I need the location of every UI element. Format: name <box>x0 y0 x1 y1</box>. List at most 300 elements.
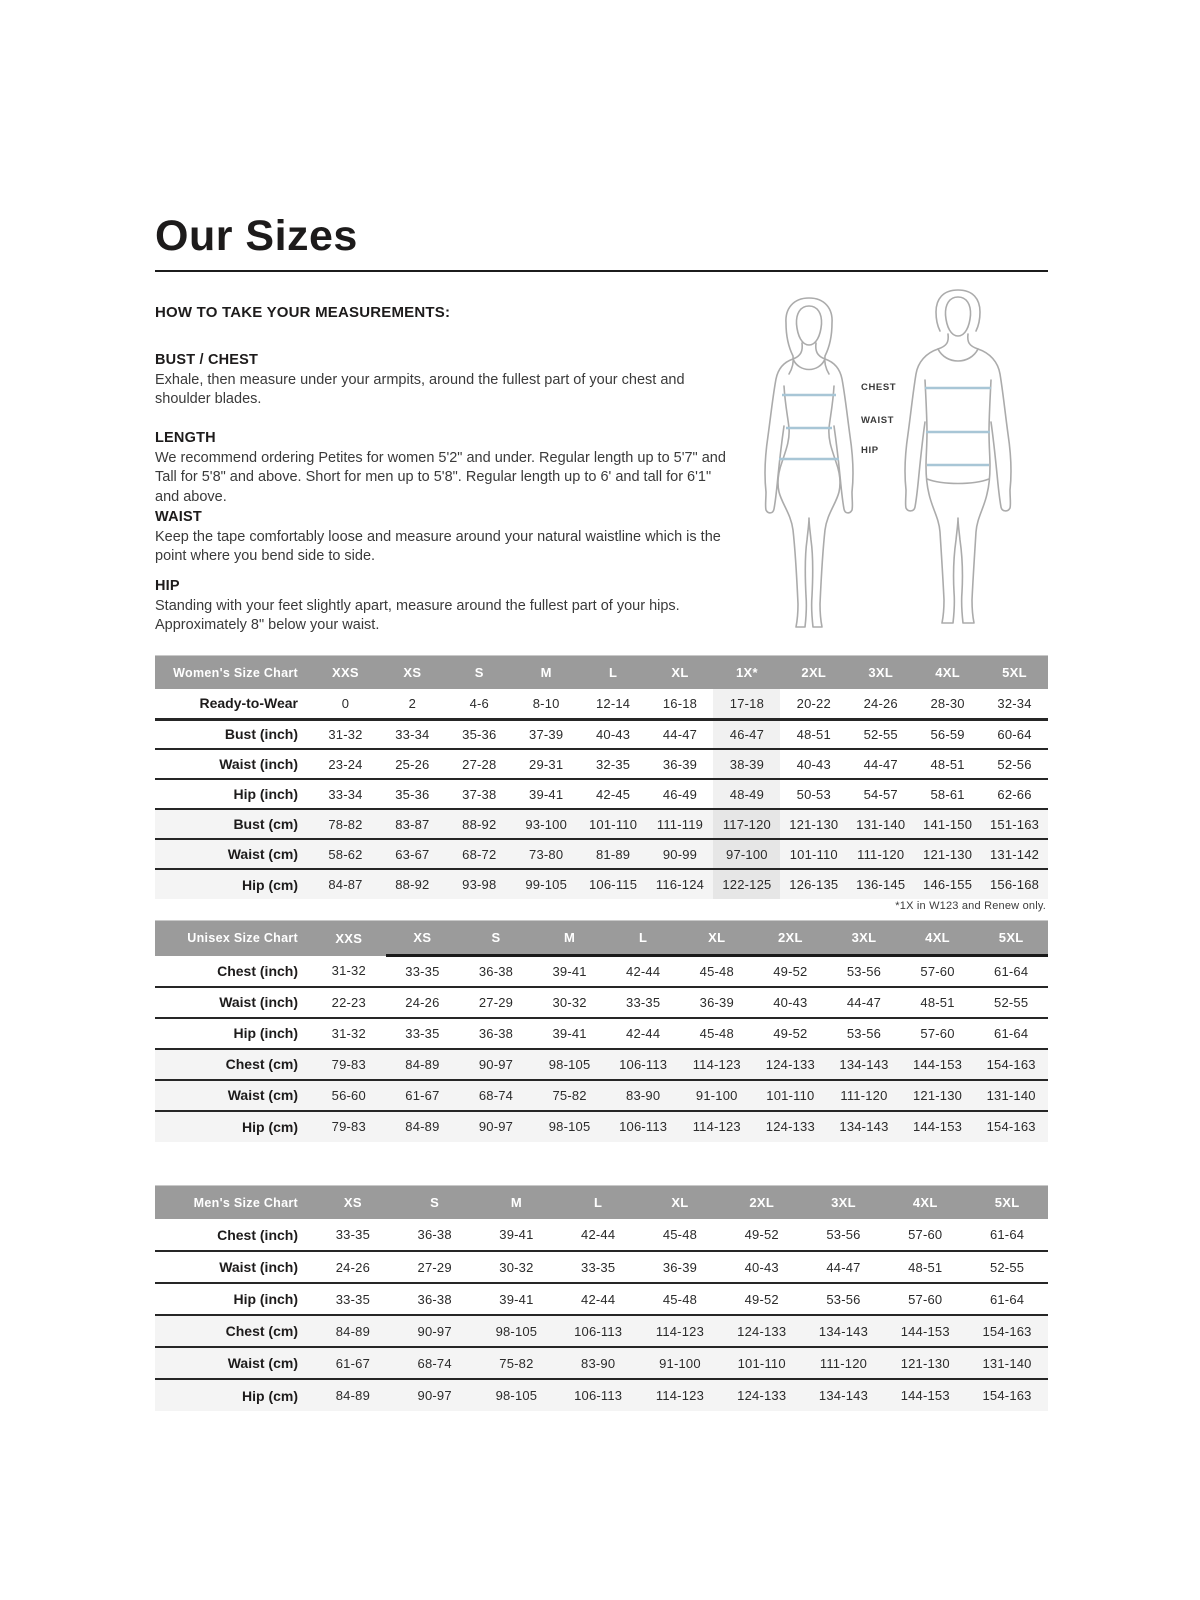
size-cell: 90-97 <box>478 1056 514 1072</box>
size-cell: 90-99 <box>662 846 698 862</box>
size-cell: 79-83 <box>331 1056 366 1072</box>
size-cell: 27-29 <box>417 1259 452 1275</box>
size-cell: 46-49 <box>662 786 698 802</box>
size-cell: 91-100 <box>695 1087 738 1103</box>
size-cell: 33-35 <box>581 1259 616 1275</box>
size-column-header: XXS <box>312 921 386 956</box>
size-column-header: 4XL <box>914 656 981 690</box>
size-cell: 79-83 <box>331 1119 366 1134</box>
row-label: Waist (inch) <box>219 756 298 772</box>
hip-label: HIP <box>861 445 879 456</box>
size-cell: 12-14 <box>595 695 631 711</box>
row-label: Hip (cm) <box>242 876 298 893</box>
size-cell: 154-163 <box>982 1323 1032 1339</box>
section-length <box>155 430 733 507</box>
size-cell: 154-163 <box>982 1388 1032 1403</box>
size-cell: 99-105 <box>525 877 568 892</box>
size-cell: 144-153 <box>900 1323 950 1339</box>
female-silhouette-illustration <box>749 290 869 640</box>
size-cell: 116-124 <box>655 877 705 892</box>
size-cell: 61-64 <box>989 1227 1025 1242</box>
size-cell: 36-38 <box>478 1025 514 1041</box>
section-waist <box>155 509 733 567</box>
size-cell: 68-72 <box>462 846 497 862</box>
size-column-header: 3XL <box>803 1186 885 1220</box>
size-cell: 88-92 <box>462 816 497 832</box>
row-label: Hip (cm) <box>242 1118 298 1135</box>
size-cell: 98-105 <box>548 1119 591 1134</box>
size-cell: 33-35 <box>335 1227 370 1242</box>
size-cell: 84-89 <box>335 1388 370 1403</box>
size-cell: 101-110 <box>766 1087 815 1103</box>
size-cell: 57-60 <box>920 963 955 979</box>
size-column-header: M <box>513 656 580 690</box>
size-cell: 131-140 <box>986 1087 1036 1103</box>
size-cell: 83-87 <box>395 816 430 832</box>
size-cell: 61-64 <box>989 1291 1025 1307</box>
size-column-header: S <box>446 656 513 690</box>
chart-title: Unisex Size Chart <box>155 921 312 956</box>
size-cell: 20-22 <box>796 695 831 711</box>
size-column-header: XS <box>312 1186 394 1220</box>
section-length-label: LENGTH <box>155 430 216 446</box>
section-length-text: We recommend ordering Petites for women 5'2" and under. Regular length up to 5'7" and Tall for 5'8" and above. Short for men up to 5'8". Regular length up to 6' and tall for 6'1" and above. <box>155 450 726 505</box>
size-cell: 42-44 <box>626 1025 661 1041</box>
size-cell: 90-97 <box>478 1119 514 1134</box>
size-cell: 84-89 <box>405 1056 440 1072</box>
section-bust-chest-text: Exhale, then measure under your armpits, around the fullest part of your chest and shoulder blades. <box>155 372 685 408</box>
size-cell: 44-47 <box>826 1259 861 1275</box>
size-cell: 93-98 <box>462 877 497 892</box>
size-cell: 33-34 <box>328 786 363 802</box>
page-title: Our Sizes <box>155 212 358 260</box>
size-cell: 57-60 <box>920 1025 955 1041</box>
row-label: Waist (inch) <box>219 994 298 1010</box>
size-cell: 27-29 <box>478 994 514 1010</box>
size-cell: 39-41 <box>552 1025 587 1041</box>
size-cell: 49-52 <box>773 1025 808 1041</box>
size-column-header: XS <box>386 921 460 956</box>
size-cell: 33-35 <box>405 1025 440 1041</box>
size-column-header: XL <box>639 1186 721 1220</box>
size-cell: 83-90 <box>581 1355 616 1371</box>
size-row <box>155 779 1048 809</box>
size-column-header: 2XL <box>780 656 847 690</box>
row-label: Waist (cm) <box>227 1087 298 1103</box>
male-neckline <box>938 349 978 361</box>
size-cell: 2 <box>408 695 417 711</box>
size-cell: 101-110 <box>789 846 838 862</box>
male-measure-lines <box>925 388 991 465</box>
size-cell: 33-35 <box>405 963 440 979</box>
size-cell: 60-64 <box>997 726 1032 742</box>
size-cell: 126-135 <box>789 877 839 892</box>
size-cell: 58-62 <box>328 846 363 862</box>
size-cell: 56-59 <box>930 726 965 742</box>
size-cell: 54-57 <box>863 786 898 802</box>
size-cell: 53-56 <box>846 1025 882 1041</box>
row-label: Hip (inch) <box>233 1025 298 1041</box>
male-hair <box>936 290 980 331</box>
size-cell: 154-163 <box>986 1056 1036 1072</box>
size-cell: 88-92 <box>395 877 430 892</box>
row-label: Waist (cm) <box>227 1355 298 1371</box>
section-bust-chest <box>155 352 733 410</box>
size-row <box>155 719 1048 749</box>
section-hip-text: Standing with your feet slightly apart, measure around the fullest part of your hips. Approximately 8" below your waist. <box>155 598 680 634</box>
size-cell: 114-123 <box>692 1056 741 1072</box>
size-row <box>155 956 1048 987</box>
size-cell: 37-39 <box>529 726 564 742</box>
chart-title: Women's Size Chart <box>155 656 312 690</box>
size-cell: 134-143 <box>818 1323 869 1339</box>
size-cell: 45-48 <box>662 1227 698 1242</box>
size-cell: 33-34 <box>395 726 430 742</box>
female-torso-legs <box>778 386 840 627</box>
male-neck-right <box>968 334 978 349</box>
size-cell: 121-130 <box>900 1355 950 1371</box>
size-row <box>155 1049 1048 1080</box>
womens-chart-footnote: *1X in W123 and Renew only. <box>895 900 1046 912</box>
section-waist-text: Keep the tape comfortably loose and measure around your natural waistline which is the point where you bend side to side. <box>155 529 721 565</box>
size-cell: 40-43 <box>773 994 808 1010</box>
title-divider <box>155 270 1048 272</box>
size-column-header: XL <box>680 921 754 956</box>
size-cell: 31-32 <box>331 1025 366 1041</box>
size-cell: 27-28 <box>462 756 497 772</box>
size-cell: 146-155 <box>923 877 973 892</box>
size-column-header: 3XL <box>827 921 901 956</box>
size-cell: 136-145 <box>856 877 906 892</box>
male-shorts-line <box>927 479 989 484</box>
size-column-header: 2XL <box>754 921 828 956</box>
row-label: Chest (cm) <box>225 1323 298 1339</box>
size-row <box>155 839 1048 869</box>
size-cell: 53-56 <box>826 1291 861 1307</box>
size-row <box>155 1111 1048 1142</box>
size-cell: 36-39 <box>699 994 734 1010</box>
size-cell: 124-133 <box>765 1119 815 1134</box>
size-cell: 57-60 <box>908 1291 943 1307</box>
size-cell: 98-105 <box>495 1388 538 1403</box>
size-cell: 83-90 <box>626 1087 661 1103</box>
size-cell: 75-82 <box>552 1087 587 1103</box>
female-face <box>796 306 821 345</box>
size-column-header: 3XL <box>847 656 914 690</box>
size-cell: 144-153 <box>912 1119 963 1134</box>
male-right-arm <box>978 349 1011 511</box>
size-cell: 42-45 <box>595 786 631 802</box>
size-cell: 40-43 <box>744 1259 779 1275</box>
section-hip-label: HIP <box>155 578 180 594</box>
row-label: Waist (inch) <box>219 1259 298 1275</box>
size-column-header: 4XL <box>901 921 975 956</box>
male-left-arm <box>905 349 938 511</box>
size-cell: 61-67 <box>335 1355 370 1371</box>
size-cell: 33-35 <box>626 994 661 1010</box>
size-column-header: 4XL <box>884 1186 966 1220</box>
size-row <box>155 1080 1048 1111</box>
size-cell: 35-36 <box>395 786 430 802</box>
measurement-figures <box>743 282 1048 644</box>
page-content <box>155 212 1048 1552</box>
size-cell: 63-67 <box>395 846 430 862</box>
row-label: Chest (inch) <box>217 1226 298 1243</box>
section-bust-chest-label: BUST / CHEST <box>155 352 259 368</box>
size-cell: 111-120 <box>840 1087 888 1103</box>
size-cell: 68-74 <box>478 1087 514 1103</box>
row-label: Ready-to-Wear <box>199 695 298 712</box>
size-cell: 111-120 <box>819 1355 868 1371</box>
size-cell: 39-41 <box>499 1227 534 1242</box>
size-cell: 144-153 <box>912 1056 963 1072</box>
size-cell: 39-41 <box>552 963 587 979</box>
size-cell: 73-80 <box>529 846 564 862</box>
size-column-header: 2XL <box>721 1186 803 1220</box>
size-cell: 42-44 <box>581 1227 616 1242</box>
size-cell: 68-74 <box>417 1355 452 1371</box>
size-row <box>155 1251 1048 1283</box>
size-column-header: XXS <box>312 656 379 690</box>
size-cell: 101-110 <box>737 1355 786 1371</box>
size-cell: 144-153 <box>900 1388 950 1403</box>
size-cell: 97-100 <box>713 839 780 869</box>
waist-label: WAIST <box>861 415 895 426</box>
size-cell: 106-113 <box>574 1388 623 1403</box>
size-cell: 37-38 <box>462 786 497 802</box>
womens-size-chart-section <box>155 655 1048 899</box>
size-row <box>155 869 1048 899</box>
size-cell: 84-89 <box>405 1119 440 1134</box>
size-cell: 131-142 <box>989 846 1040 862</box>
size-column-header: 5XL <box>966 1186 1048 1220</box>
female-neckline <box>793 359 825 370</box>
size-column-header: M <box>476 1186 558 1220</box>
size-column-header: M <box>533 921 607 956</box>
size-column-header: 5XL <box>974 921 1048 956</box>
female-hair <box>786 298 832 374</box>
size-cell: 16-18 <box>662 695 698 711</box>
size-cell: 30-32 <box>499 1259 534 1275</box>
size-cell: 106-113 <box>619 1056 668 1072</box>
size-cell: 106-113 <box>619 1119 668 1134</box>
size-column-header: 1X* <box>713 656 780 690</box>
size-cell: 48-51 <box>908 1259 943 1275</box>
section-hip <box>155 578 733 636</box>
size-cell: 44-47 <box>662 726 698 742</box>
size-cell: 134-143 <box>839 1056 889 1072</box>
size-cell: 134-143 <box>839 1119 889 1134</box>
size-cell: 24-26 <box>863 695 898 711</box>
row-label: Waist (cm) <box>227 846 298 862</box>
size-cell: 24-26 <box>405 994 440 1010</box>
size-cell: 45-48 <box>662 1291 698 1307</box>
size-cell: 28-30 <box>930 695 965 711</box>
size-cell: 91-100 <box>659 1355 701 1371</box>
size-column-header: L <box>606 921 680 956</box>
size-cell: 84-89 <box>335 1323 370 1339</box>
size-cell: 53-56 <box>826 1227 861 1242</box>
section-waist-label: WAIST <box>155 509 202 525</box>
size-cell: 36-38 <box>417 1291 452 1307</box>
size-cell: 90-97 <box>417 1388 452 1403</box>
size-cell: 22-23 <box>331 994 366 1010</box>
size-cell: 111-120 <box>857 846 905 862</box>
size-cell: 58-61 <box>930 786 965 802</box>
size-cell: 121-130 <box>912 1087 963 1103</box>
size-cell: 45-48 <box>699 963 734 979</box>
size-cell: 131-140 <box>982 1355 1032 1371</box>
size-cell: 151-163 <box>989 816 1040 832</box>
size-cell: 32-35 <box>595 756 631 772</box>
row-label: Bust (cm) <box>233 816 298 832</box>
size-cell: 121-130 <box>923 846 973 862</box>
row-label: Hip (inch) <box>233 1291 298 1307</box>
size-cell: 52-55 <box>994 994 1029 1010</box>
size-cell: 49-52 <box>744 1227 779 1242</box>
size-cell: 57-60 <box>908 1227 943 1242</box>
female-measure-lines <box>779 395 839 459</box>
mens-size-chart-table <box>155 1185 1048 1411</box>
measurements-heading: HOW TO TAKE YOUR MEASUREMENTS: <box>155 304 451 321</box>
size-cell: 114-123 <box>692 1119 741 1134</box>
size-cell: 98-105 <box>548 1056 591 1072</box>
size-cell: 35-36 <box>462 726 497 742</box>
unisex-size-chart-table <box>155 920 1048 1142</box>
male-neck-left <box>938 334 948 349</box>
size-cell: 40-43 <box>595 726 631 742</box>
size-cell: 36-39 <box>662 1259 698 1275</box>
size-cell: 90-97 <box>417 1323 452 1339</box>
chart-title: Men's Size Chart <box>155 1186 312 1220</box>
size-cell: 117-120 <box>713 809 780 839</box>
size-row <box>155 749 1048 779</box>
size-cell: 17-18 <box>713 689 780 719</box>
size-cell: 50-53 <box>796 786 831 802</box>
size-cell: 121-130 <box>789 816 839 832</box>
size-cell: 156-168 <box>989 877 1040 892</box>
size-cell: 78-82 <box>328 816 363 832</box>
size-cell: 93-100 <box>525 816 568 832</box>
size-cell: 52-55 <box>989 1259 1025 1275</box>
size-cell: 124-133 <box>765 1056 815 1072</box>
size-row <box>155 809 1048 839</box>
size-cell: 36-38 <box>417 1227 452 1242</box>
womens-size-chart-table <box>155 655 1048 899</box>
size-cell: 154-163 <box>986 1119 1036 1134</box>
mens-size-chart-section <box>155 1185 1048 1411</box>
size-cell: 46-47 <box>713 719 780 749</box>
size-cell: 48-51 <box>920 994 955 1010</box>
size-cell: 44-47 <box>846 994 882 1010</box>
size-cell: 31-32 <box>331 963 366 978</box>
size-row <box>155 1379 1048 1411</box>
size-cell: 25-26 <box>395 756 430 772</box>
size-cell: 33-35 <box>335 1291 370 1307</box>
size-cell: 81-89 <box>595 846 631 862</box>
size-row <box>155 1018 1048 1049</box>
size-column-header: XL <box>647 656 714 690</box>
size-cell: 52-55 <box>863 726 898 742</box>
size-cell: 56-60 <box>331 1087 366 1103</box>
size-row <box>155 689 1048 719</box>
size-cell: 98-105 <box>495 1323 538 1339</box>
row-label: Chest (inch) <box>217 962 298 979</box>
size-cell: 40-43 <box>796 756 831 772</box>
size-cell: 61-67 <box>405 1087 440 1103</box>
size-cell: 39-41 <box>499 1291 534 1307</box>
size-cell: 122-125 <box>713 869 780 899</box>
size-cell: 8-10 <box>532 695 560 711</box>
size-cell: 49-52 <box>744 1291 779 1307</box>
size-cell: 141-150 <box>923 816 973 832</box>
size-cell: 106-115 <box>589 877 638 892</box>
size-cell: 114-123 <box>655 1323 705 1339</box>
size-cell: 48-49 <box>713 779 780 809</box>
size-cell: 131-140 <box>856 816 906 832</box>
size-row <box>155 1283 1048 1315</box>
size-cell: 49-52 <box>773 963 808 979</box>
size-row <box>155 1219 1048 1251</box>
size-cell: 114-123 <box>655 1388 705 1403</box>
size-row <box>155 987 1048 1018</box>
size-column-header: S <box>459 921 533 956</box>
size-cell: 42-44 <box>581 1291 616 1307</box>
size-cell: 53-56 <box>846 963 882 979</box>
size-cell: 44-47 <box>863 756 898 772</box>
size-cell: 0 <box>341 695 350 711</box>
size-cell: 23-24 <box>328 756 363 772</box>
female-neck-right <box>816 343 825 359</box>
size-cell: 39-41 <box>529 786 564 802</box>
size-cell: 101-110 <box>589 816 638 832</box>
size-cell: 75-82 <box>499 1355 534 1371</box>
size-cell: 62-66 <box>997 786 1032 802</box>
row-label: Hip (inch) <box>233 786 298 802</box>
size-cell: 30-32 <box>552 994 587 1010</box>
size-cell: 111-119 <box>656 816 704 832</box>
size-row <box>155 1347 1048 1379</box>
size-cell: 24-26 <box>335 1259 370 1275</box>
female-neck-left <box>793 343 802 359</box>
size-column-header: 5XL <box>981 656 1048 690</box>
size-cell: 36-39 <box>662 756 698 772</box>
size-cell: 45-48 <box>699 1025 734 1041</box>
unisex-size-chart-section <box>155 920 1048 1142</box>
size-cell: 42-44 <box>626 963 661 979</box>
size-cell: 124-133 <box>737 1388 787 1403</box>
male-torso-legs <box>925 380 991 623</box>
chest-label: CHEST <box>861 382 897 393</box>
row-label: Hip (cm) <box>242 1387 298 1404</box>
size-column-header: L <box>580 656 647 690</box>
size-cell: 48-51 <box>796 726 831 742</box>
size-cell: 106-113 <box>574 1323 623 1339</box>
size-cell: 32-34 <box>997 695 1032 711</box>
size-column-header: S <box>394 1186 476 1220</box>
row-label: Chest (cm) <box>225 1056 298 1072</box>
size-column-header: L <box>557 1186 639 1220</box>
size-cell: 29-31 <box>529 756 564 772</box>
size-row <box>155 1315 1048 1347</box>
size-column-header: XS <box>379 656 446 690</box>
size-cell: 48-51 <box>930 756 965 772</box>
size-cell: 52-56 <box>997 756 1032 772</box>
size-cell: 36-38 <box>478 963 514 979</box>
size-cell: 4-6 <box>469 695 489 711</box>
size-cell: 31-32 <box>328 726 363 742</box>
size-cell: 134-143 <box>818 1388 869 1403</box>
